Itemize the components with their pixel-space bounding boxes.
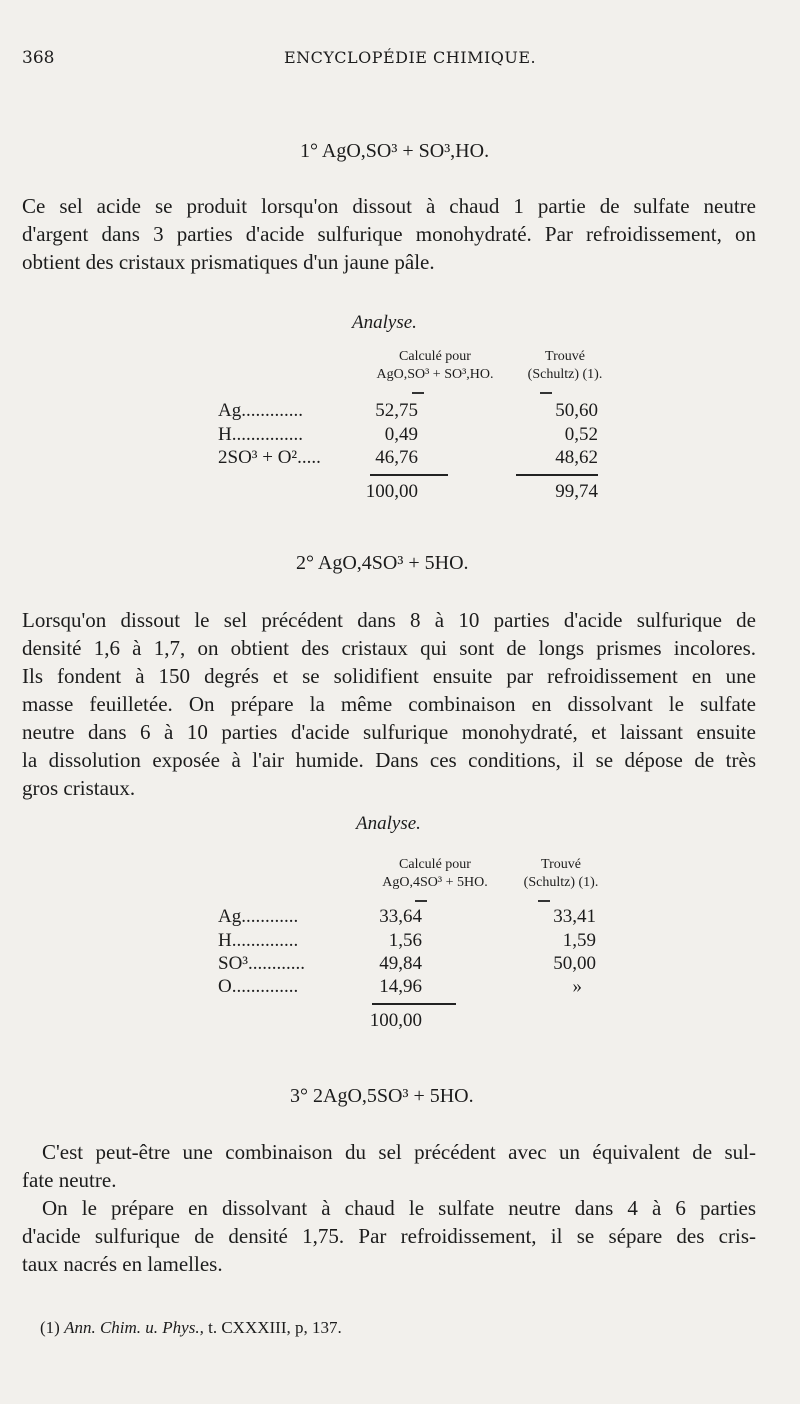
total-rule <box>372 1003 456 1005</box>
column-dash <box>538 900 550 902</box>
paragraph-line: Ils fondent à 150 degrés et se solidifient ensuite par refroidissement en une <box>22 664 756 688</box>
analysis-title-2: Analyse. <box>356 813 421 834</box>
column-dash <box>412 392 424 394</box>
paragraph-line: C'est peut-être une combinaison du sel précédent avec un équivalent de sul- <box>42 1140 756 1164</box>
paragraph-line: neutre dans 6 à 10 parties d'acide sulfurique monohydraté, et laissant ensuite <box>22 720 756 744</box>
table-row: H............... 0,49 0,52 <box>218 424 598 445</box>
found-column-header-1 <box>500 348 630 384</box>
calc-header-line: AgO,4SO³ + 5HO. <box>382 875 488 890</box>
calc-column-header-2 <box>360 856 510 892</box>
table-row: O.............. 14,96 » <box>218 976 582 997</box>
paragraph-line: obtient des cristaux prismatiques d'un jaune pâle. <box>22 250 435 274</box>
paragraph-line: Ce sel acide se produit lorsqu'on dissout à chaud 1 partie de sulfate neutre <box>22 194 756 218</box>
table-row: Ag............ 33,64 33,41 <box>218 906 596 927</box>
formula-2: 2° AgO,4SO³ + 5HO. <box>296 552 469 574</box>
formula-3: 3° 2AgO,5SO³ + 5HO. <box>290 1085 474 1107</box>
table-row: SO³............ 49,84 50,00 <box>218 953 596 974</box>
total-row: 100,00 <box>369 1010 422 1031</box>
paragraph-2 <box>22 606 756 802</box>
table-row: H.............. 1,56 1,59 <box>218 930 596 951</box>
found-header-line: Trouvé <box>545 349 585 364</box>
paragraph-line: d'acide sulfurique de densité 1,75. Par refroidissement, il se sépare des cris- <box>22 1224 756 1248</box>
paragraph-line: densité 1,6 à 1,7, on obtient des cristaux qui sont de longs prismes incolores. <box>22 636 756 660</box>
paragraph-line: taux nacrés en lamelles. <box>22 1252 223 1276</box>
paragraph-line: la dissolution exposée à l'air humide. Dans ces conditions, il se dépose de très <box>22 748 756 772</box>
calc-header-line: Calculé pour <box>399 857 471 872</box>
paragraph-line: fate neutre. <box>22 1168 117 1192</box>
page-number: 368 <box>22 48 55 68</box>
column-dash <box>540 392 552 394</box>
paragraph-line: Lorsqu'on dissout le sel précédent dans 8 à 10 parties d'acide sulfurique de <box>22 608 756 632</box>
paragraph-1 <box>22 192 756 276</box>
paragraph-3 <box>22 1138 756 1194</box>
calc-column-header-1 <box>360 348 510 384</box>
table-row: 2SO³ + O²..... 46,76 48,62 <box>218 447 598 468</box>
found-header-line: Trouvé <box>541 857 581 872</box>
found-header-line: (Schultz) (1). <box>523 875 599 890</box>
paragraph-4 <box>22 1194 756 1278</box>
footnote-reference: t. CXXXIII, p, 137. <box>208 1318 342 1337</box>
analysis-title-1: Analyse. <box>352 312 417 333</box>
total-rule <box>370 474 448 476</box>
paragraph-line: On le prépare en dissolvant à chaud le sulfate neutre dans 4 à 6 parties <box>42 1196 756 1220</box>
paragraph-line: gros cristaux. <box>22 776 136 800</box>
formula-1: 1° AgO,SO³ + SO³,HO. <box>300 140 490 162</box>
footnote-source: Ann. Chim. u. Phys., <box>64 1318 204 1337</box>
paragraph-line: masse feuilletée. On prépare la même combinaison en dissolvant le sulfate <box>22 692 756 716</box>
paragraph-line: d'argent dans 3 parties d'acide sulfurique monohydraté. Par refroidissement, on <box>22 222 756 246</box>
calc-header-line: Calculé pour <box>399 349 471 364</box>
found-column-header-2 <box>496 856 626 892</box>
total-row: 100,00 99,74 <box>365 481 598 502</box>
column-dash <box>415 900 427 902</box>
found-header-line: (Schultz) (1). <box>527 367 603 382</box>
running-header: ENCYCLOPÉDIE CHIMIQUE. <box>284 48 537 67</box>
total-rule <box>516 474 598 476</box>
calc-header-line: AgO,SO³ + SO³,HO. <box>376 367 494 382</box>
footnote-marker: (1) <box>40 1318 60 1337</box>
table-row: Ag............. 52,75 50,60 <box>218 400 598 421</box>
footnote <box>40 1318 342 1338</box>
